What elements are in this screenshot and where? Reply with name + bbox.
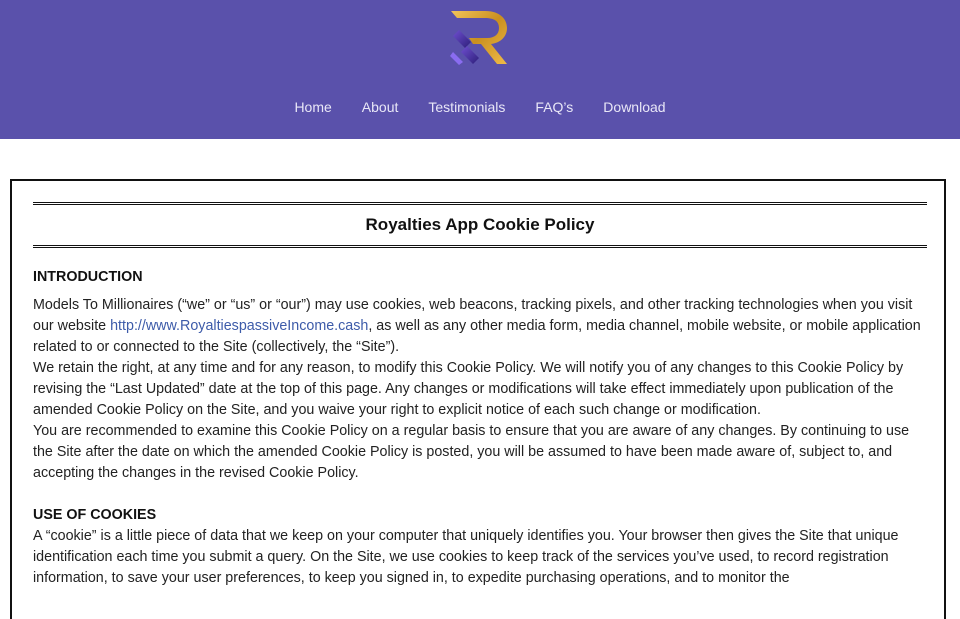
nav-home[interactable]: Home [294,99,332,115]
intro-paragraph-3: You are recommended to examine this Cookie Policy on a regular basis to ensure that you are aware of any changes. By continuing to use the Site after the date on which the amended Cookie Policy is posted, you will be assumed to have been made aware of, subject to, and accepting the changes in the revised Cookie Policy. [33,423,910,481]
intro-paragraph-2: We retain the right, at any time and for any reason, to modify this Cookie Policy. We will notify you of any changes to this Cookie Policy by revising the “Last Updated” date at the top of this page. Any changes or modifications will take effect immediately upon publication of the amended Cookie Policy on the Site, and you waive your right to explicit notice of each such change or modification. [33,360,904,418]
site-header [0,0,960,139]
title-band [33,202,927,248]
nav-testimonials[interactable]: Testimonials [428,99,506,115]
nav-about[interactable]: About [361,99,399,115]
nav-faqs[interactable]: FAQ’s [535,99,574,115]
cookie-policy-document [10,179,946,619]
cookies-paragraph-1: A “cookie” is a little piece of data that we keep on your computer that uniquely identifies you. Your browser then gives the Site that unique identification each time you submit a query. On the Site, we use cookies to keep track of the services you’ve used, to record registration information, to save your user preferences, to keep you signed in, to expedite purchasing operations, and to monitor the [33,528,899,586]
section-heading-introduction: INTRODUCTION [33,269,143,285]
main-nav [0,96,960,118]
site-url-link[interactable]: http://www.RoyaltiespassiveIncome.cash [110,318,369,334]
intro-text-b: , as well as any other media form, media channel, mobile website, or mobile application related to or connected to the Site (collectively, the “Site”). [33,318,921,355]
nav-download[interactable]: Download [603,99,666,115]
section-heading-use-of-cookies: USE OF COOKIES [33,507,157,523]
intro-text-a: Models To Millionaires (“we” or “us” or “our”) may use cookies, web beacons, tracking pixels, and other tracking technologies when you visit our website [33,297,913,334]
royalties-logo-icon[interactable] [449,8,511,66]
intro-paragraph-1 [33,295,931,358]
page-title: Royalties App Cookie Policy [365,215,595,234]
policy-content [33,267,931,589]
